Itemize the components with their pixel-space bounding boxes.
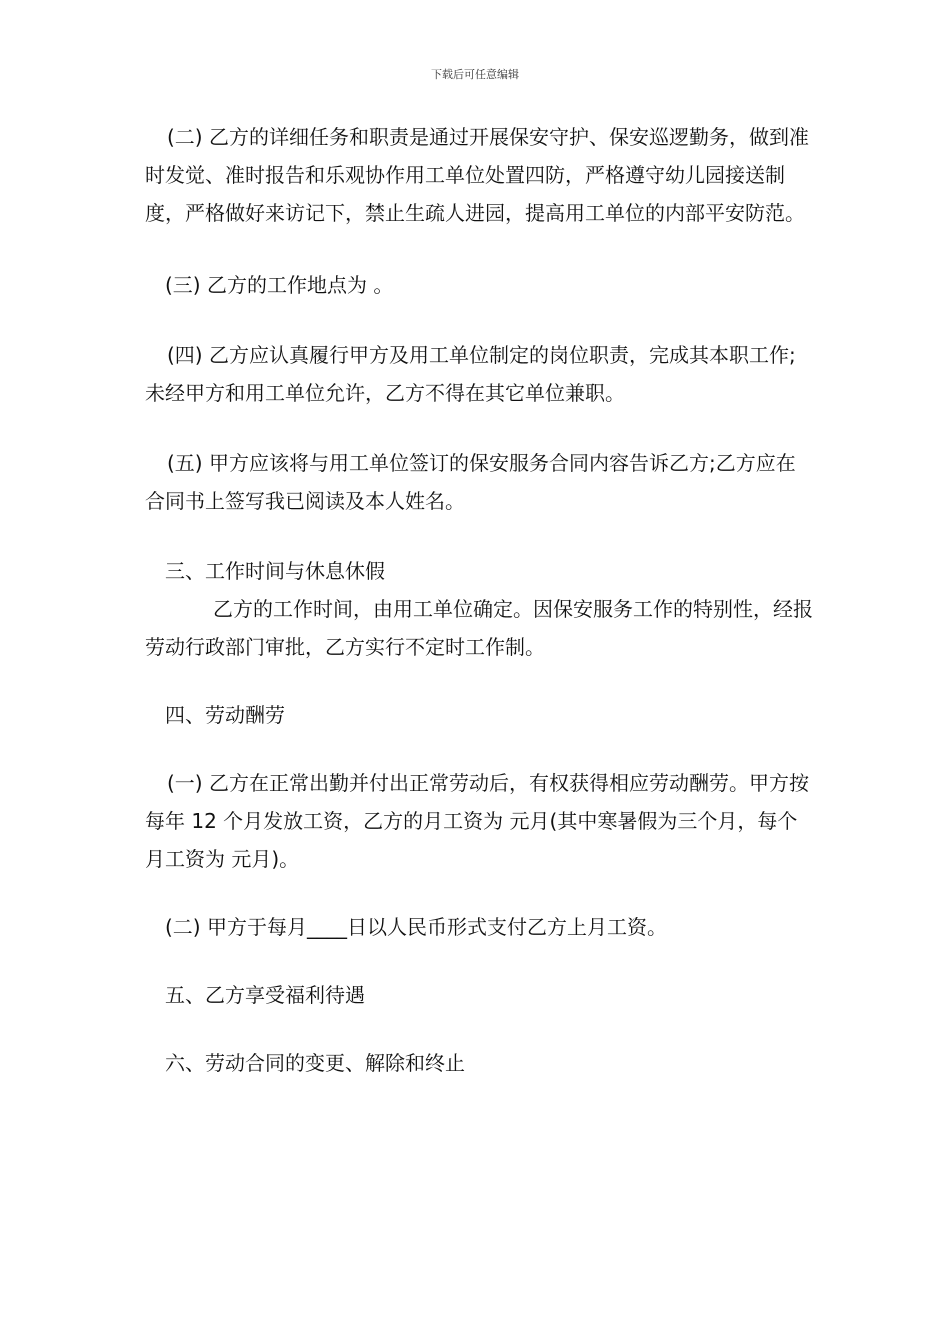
document-body: [145, 118, 815, 1082]
clause-4-job-responsibilities: (四) 乙方应认真履行甲方及用工单位制定的岗位职责，完成其本职工作;未经甲方和用工单位允许，乙方不得在其它单位兼职。: [145, 343, 796, 405]
section-6-heading: 六、劳动合同的变更、解除和终止: [165, 1051, 465, 1075]
section-5-heading: 五、乙方享受福利待遇: [165, 983, 365, 1007]
clause-2-duties: (二) 乙方的详细任务和职责是通过开展保安守护、保安巡逻勤务，做到准时发觉、准时报告和乐观协作用工单位处置四防，严格遵守幼儿园接送制度，严格做好来访记下，禁止生疏人进园，提高用工单位的内部平安防范。: [145, 125, 809, 225]
section-4-heading: 四、劳动酬劳: [165, 703, 285, 727]
clause-3-work-location: (三) 乙方的工作地点为 。: [165, 273, 394, 297]
page-header-note: 下载后可任意编辑: [431, 68, 519, 81]
clause-2-payday: (二) 甲方于每月____日以人民币形式支付乙方上月工资。: [165, 915, 667, 939]
section-3-body: 乙方的工作时间，由用工单位确定。因保安服务工作的特别性，经报劳动行政部门审批，乙方实行不定时工作制。: [145, 597, 813, 659]
section-3-heading: 三、工作时间与休息休假: [165, 559, 385, 583]
clause-5-contract-notice: (五) 甲方应该将与用工单位签订的保安服务合同内容告诉乙方;乙方应在合同书上签写我已阅读及本人姓名。: [145, 451, 796, 513]
clause-1-remuneration: (一) 乙方在正常出勤并付出正常劳动后，有权获得相应劳动酬劳。甲方按每年 12 个月发放工资，乙方的月工资为 元月(其中寒暑假为三个月，每个月工资为 元月)。: [145, 771, 809, 871]
